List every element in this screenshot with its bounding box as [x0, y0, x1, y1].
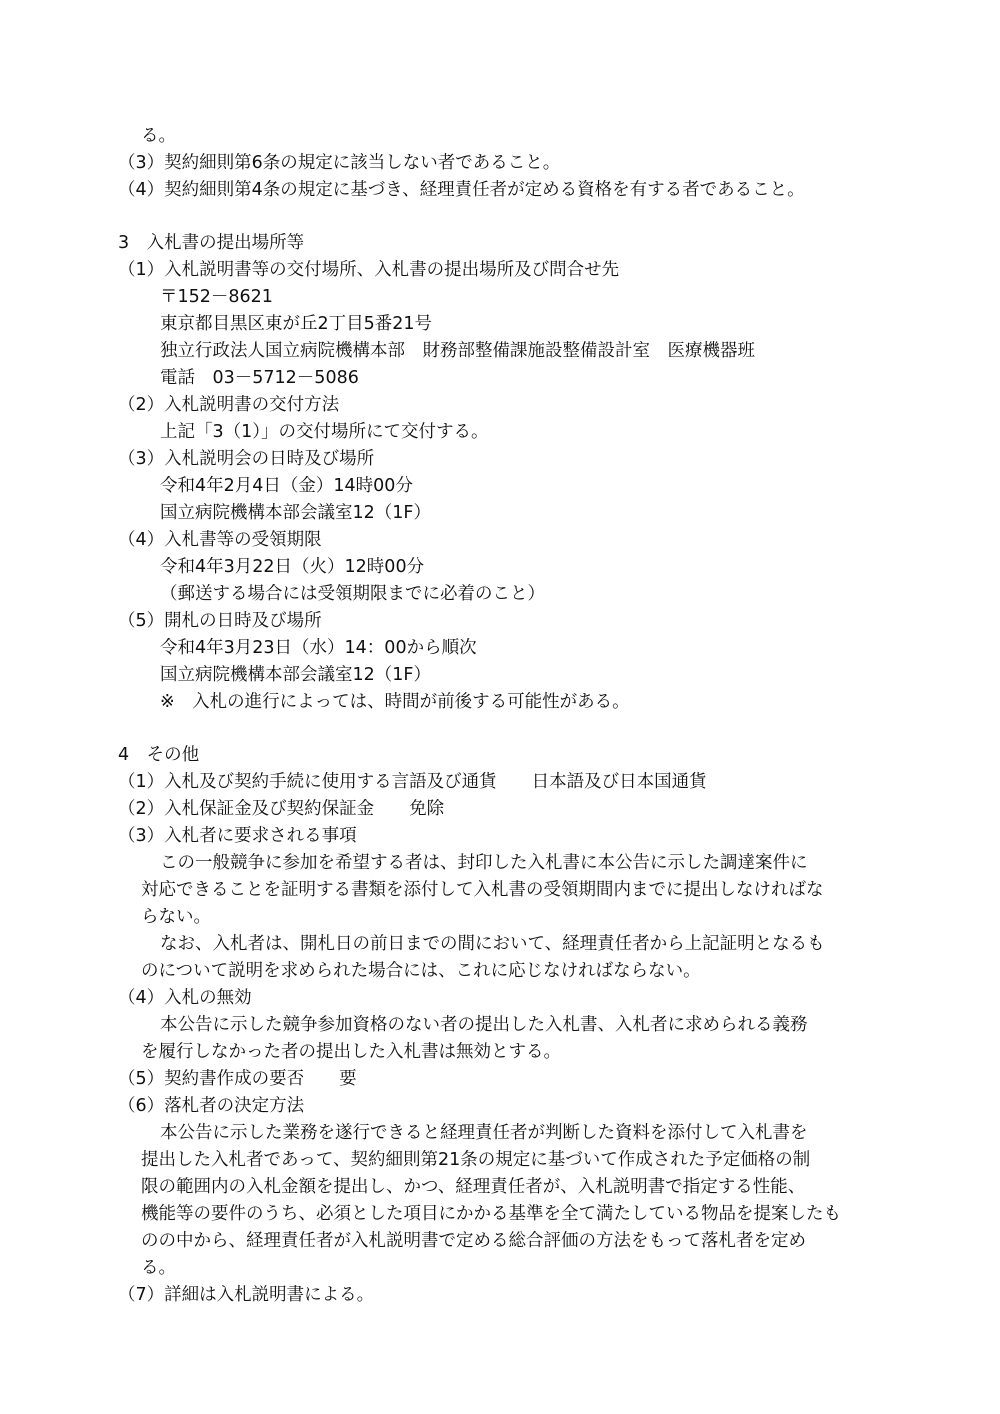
briefing-place: 国立病院機構本部会議室12（1F） — [160, 503, 431, 523]
postal-code: 〒152－8621 — [160, 287, 273, 307]
sec3-item1-label: （1）入札説明書等の交付場所、入札書の提出場所及び問合せ先 — [118, 260, 620, 280]
sec3-item3-label: （3）入札説明会の日時及び場所 — [118, 449, 375, 469]
opening-note: ※ 入札の進行によっては、時間が前後する可能性がある。 — [160, 692, 630, 712]
address: 東京都目黒区東が丘2丁目5番21号 — [160, 314, 433, 334]
paragraph-line: 本公告に示した業務を遂行できると経理責任者が判断した資料を添付して入札書を — [160, 1123, 808, 1143]
opening-date: 令和4年3月23日（水）14：00から順次 — [160, 638, 477, 658]
paragraph-line: なお、入札者は、開札日の前日までの間において、経理責任者から上記証明となるも — [160, 934, 825, 954]
paragraph-line: のについて説明を求められた場合には、これに応じなければならない。 — [141, 961, 701, 981]
phone-number: 電話 03－5712－5086 — [160, 368, 359, 388]
paragraph-line: 本公告に示した競争参加資格のない者の提出した入札書、入札者に求められる義務 — [160, 1015, 808, 1035]
sec3-item2-text: 上記「3（1）」の交付場所にて交付する。 — [160, 422, 489, 442]
sec4-item5: （5）契約書作成の要否 要 — [118, 1069, 357, 1089]
organization: 独立行政法人国立病院機構本部 財務部整備課施設整備設計室 医療機器班 — [160, 341, 755, 361]
sec4-item2: （2）入札保証金及び契約保証金 免除 — [118, 799, 445, 819]
continuation-text: る。 — [141, 126, 176, 146]
paragraph-line: のの中から、経理責任者が入札説明書で定める総合評価の方法をもって落札者を定め — [141, 1231, 806, 1251]
section-4-heading: 4 その他 — [118, 745, 200, 765]
deadline-date: 令和4年3月22日（火）12時00分 — [160, 557, 425, 577]
sec4-item7: （7）詳細は入札説明書による。 — [118, 1285, 375, 1305]
sec3-item4-label: （4）入札書等の受領期限 — [118, 530, 322, 550]
sec4-item6-label: （6）落札者の決定方法 — [118, 1096, 305, 1116]
briefing-date: 令和4年2月4日（金）14時00分 — [160, 476, 413, 496]
item-3: （3）契約細則第6条の規定に該当しない者であること。 — [118, 153, 561, 173]
paragraph-line: 機能等の要件のうち、必須とした項目にかかる基準を全て満たしている物品を提案したも — [141, 1204, 841, 1224]
paragraph-line: 提出した入札者であって、契約細則第21条の規定に基づいて作成された予定価格の制 — [141, 1150, 811, 1170]
section-3-heading: 3 入札書の提出場所等 — [118, 233, 305, 253]
sec3-item5-label: （5）開札の日時及び場所 — [118, 611, 322, 631]
sec4-item1: （1）入札及び契約手続に使用する言語及び通貨 日本語及び日本国通貨 — [118, 772, 707, 792]
paragraph-line: この一般競争に参加を希望する者は、封印した入札書に本公告に示した調達案件に — [160, 853, 808, 873]
paragraph-line: 限の範囲内の入札金額を提出し、かつ、経理責任者が、入札説明書で指定する性能、 — [141, 1177, 806, 1197]
opening-place: 国立病院機構本部会議室12（1F） — [160, 665, 431, 685]
paragraph-line: 対応できることを証明する書類を添付して入札書の受領期間内までに提出しなければな — [141, 880, 824, 900]
sec4-item3-label: （3）入札者に要求される事項 — [118, 826, 357, 846]
sec3-item2-label: （2）入札説明書の交付方法 — [118, 395, 340, 415]
paragraph-line: る。 — [141, 1258, 176, 1278]
item-4: （4）契約細則第4条の規定に基づき、経理責任者が定める資格を有する者であること。 — [118, 180, 805, 200]
deadline-note: （郵送する場合には受領期限までに必着のこと） — [160, 584, 545, 604]
sec4-item4-label: （4）入札の無効 — [118, 988, 252, 1008]
paragraph-line: らない。 — [141, 907, 211, 927]
paragraph-line: を履行しなかった者の提出した入札書は無効とする。 — [141, 1042, 561, 1062]
